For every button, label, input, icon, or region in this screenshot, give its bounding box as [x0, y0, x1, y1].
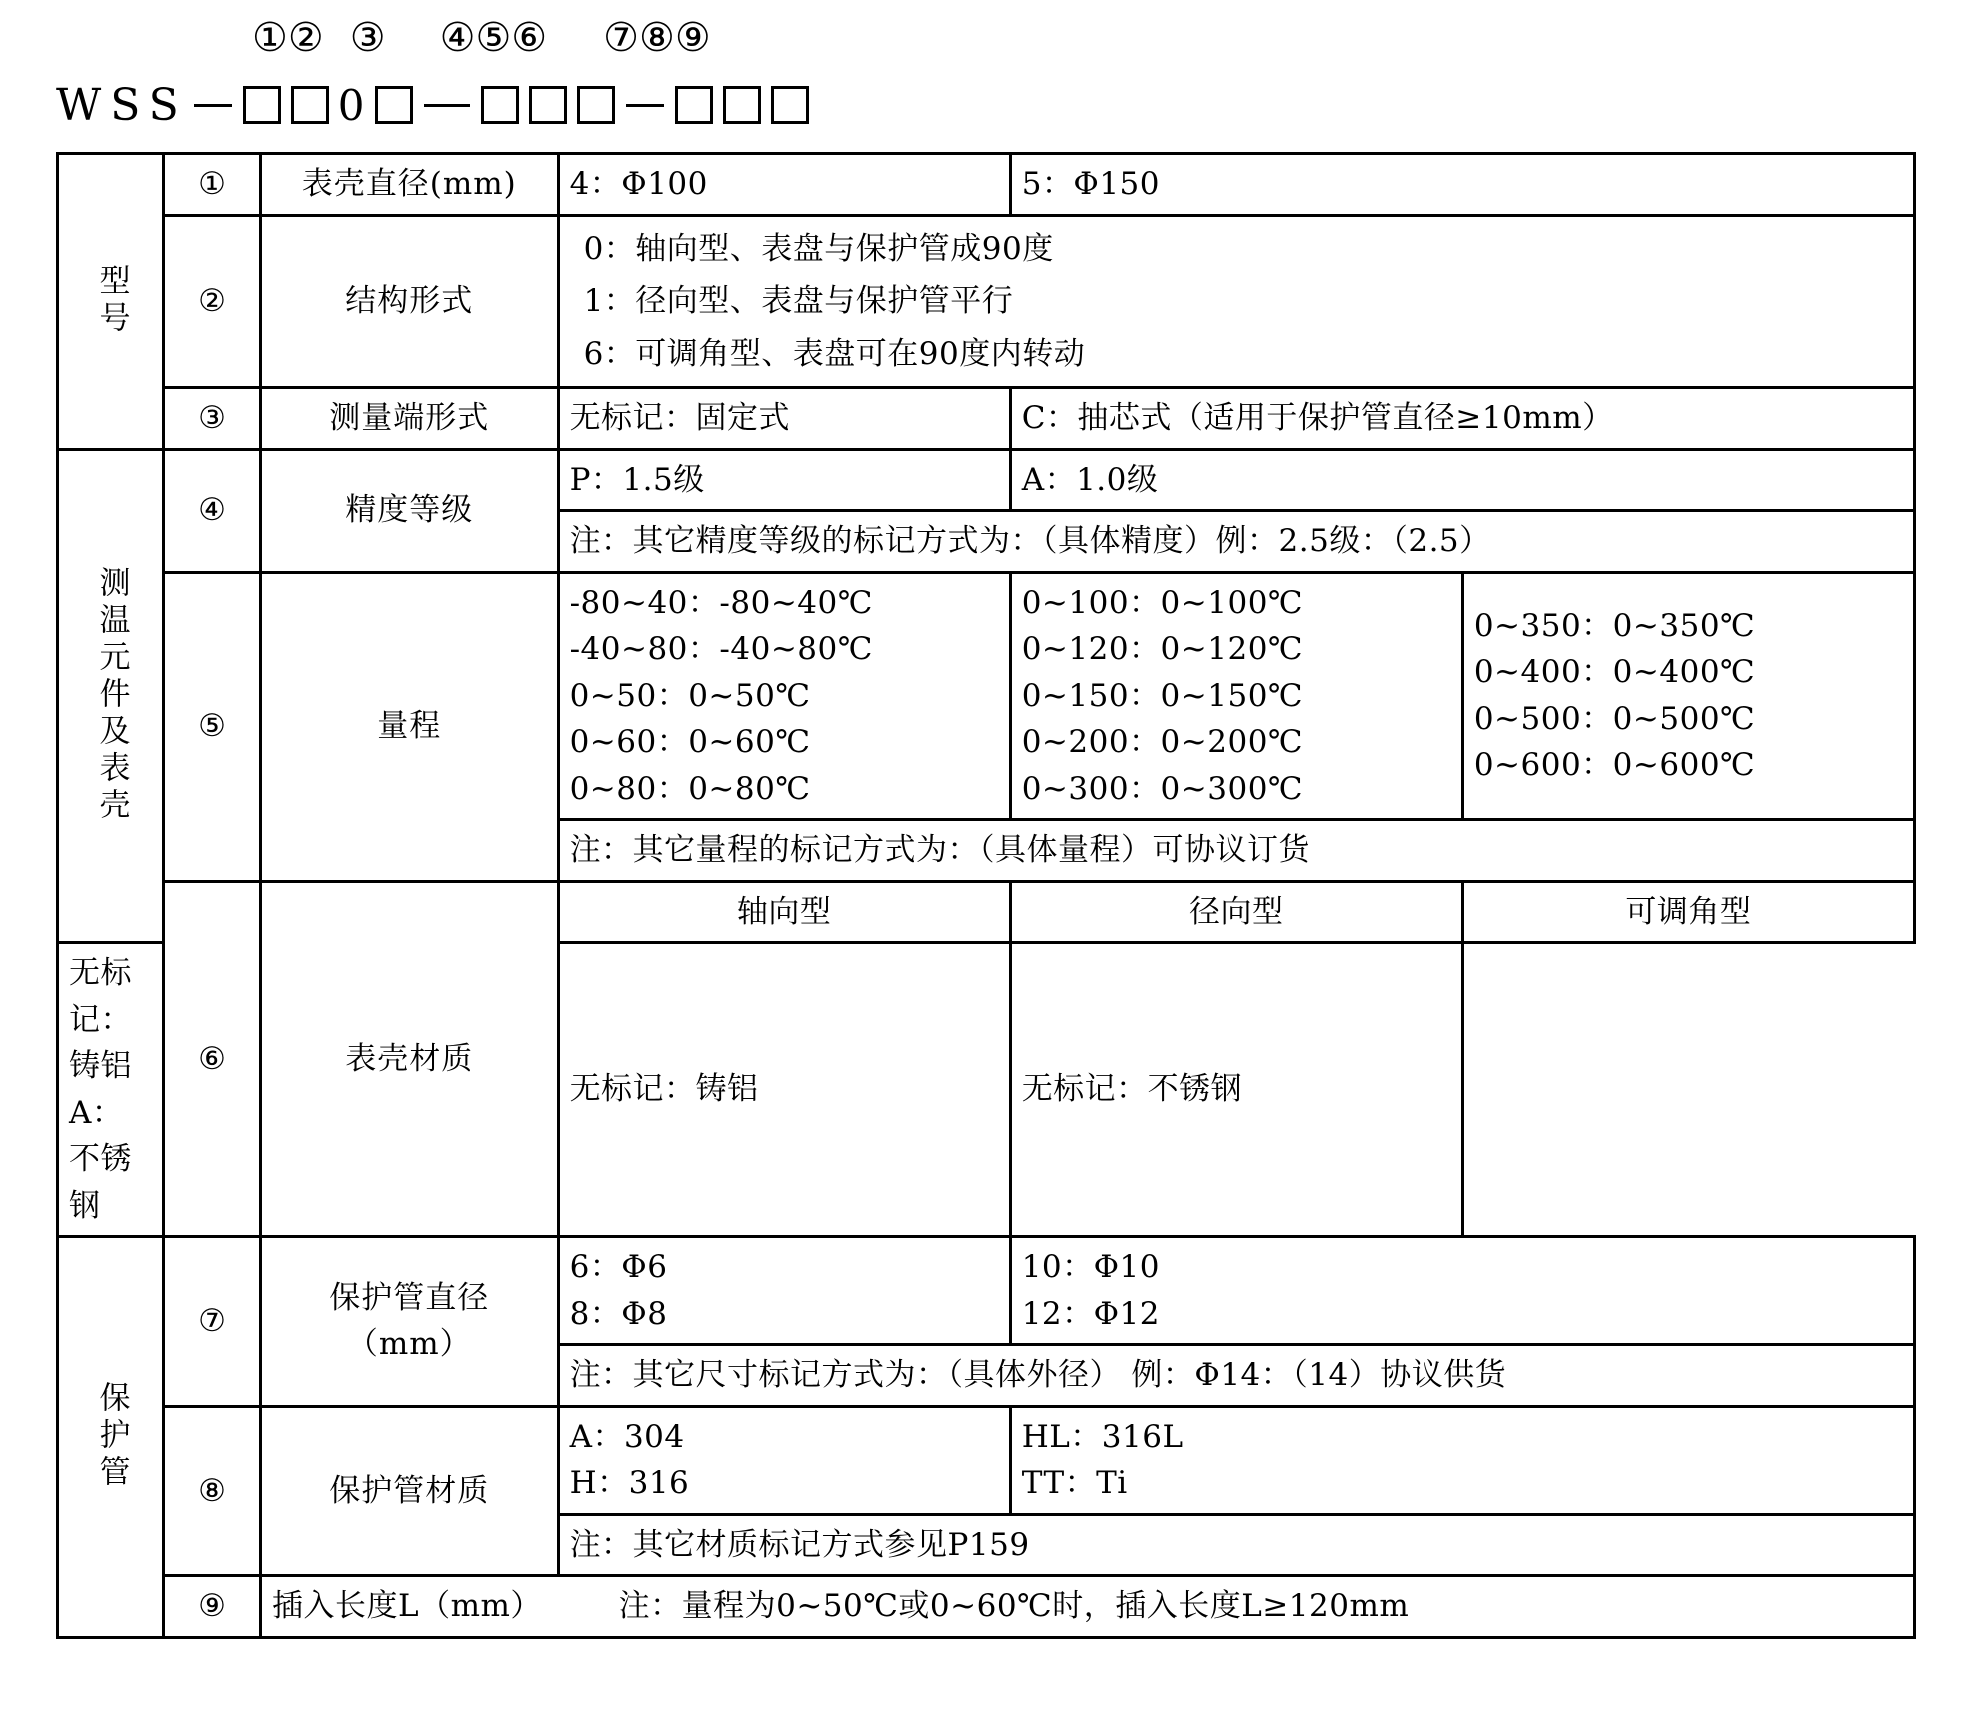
row-name-case-diameter: 表壳直径(mm): [260, 154, 558, 216]
tube-material-note: 注：其它材质标记方式参见P159: [558, 1514, 1914, 1576]
circled-number-row: [56, 10, 1056, 66]
tube-material-column-1: [558, 1406, 1010, 1514]
row-name-range: 量程: [260, 572, 558, 881]
accuracy-option-a: A：1.0级: [1010, 449, 1914, 511]
range-item: 0~60：0~60℃: [569, 724, 811, 760]
case-material-column-radial: [558, 943, 1010, 1237]
tube-diameter-column-2: [1010, 1237, 1914, 1345]
range-item: 0~100：0~100℃: [1021, 584, 1304, 621]
code-box-3: [375, 86, 413, 124]
code-dash-2: [424, 104, 470, 107]
circled-number-7: ⑦: [603, 15, 640, 61]
row-number-7: ⑦: [164, 1237, 261, 1407]
group-label-sensor-case: 测温元件及表壳: [58, 449, 164, 943]
range-column-1: [558, 572, 1010, 820]
case-material-header-axial: 轴向型: [558, 881, 1010, 943]
row-name-tube-material: 保护管材质: [260, 1406, 558, 1576]
row-name-accuracy-class: 精度等级: [260, 449, 558, 572]
case-material-column-adjustable: [1010, 943, 1462, 1237]
range-item: 0~600：0~600℃: [1473, 747, 1756, 784]
case-material-item: A：不锈钢: [69, 1094, 132, 1224]
code-box-9: [771, 86, 809, 124]
range-item: -40~80：-40~80℃: [569, 631, 873, 667]
range-note: 注：其它量程的标记方式为：（具体量程）可协议订货: [558, 820, 1914, 882]
circled-number-9: ⑨: [674, 15, 711, 61]
group-label-model: 型号: [58, 154, 164, 450]
case-material-item: 无标记：铸铝: [69, 955, 132, 1084]
code-box-8: [723, 86, 761, 124]
row-number-2: ②: [164, 215, 261, 388]
row-number-5: ⑤: [164, 572, 261, 881]
row-name-measuring-end: 测量端形式: [260, 388, 558, 450]
structure-option-6: 6：可调角型、表盘可在90度内转动: [583, 335, 1086, 372]
range-column-2: [1010, 572, 1462, 820]
circled-number-1: ①: [252, 15, 288, 61]
circled-number-2: ②: [287, 15, 324, 61]
row-number-9: ⑨: [164, 1576, 261, 1638]
case-diameter-option-1: 4：Φ100: [558, 154, 1010, 216]
model-prefix: WSS: [56, 79, 188, 131]
specification-table: [56, 152, 1916, 1639]
table-row: [58, 388, 1915, 450]
tube-diameter-item: 6：Φ6: [569, 1249, 668, 1285]
table-row: [58, 215, 1915, 388]
insertion-length-note: 注：量程为0~50℃或0~60℃时，插入长度L≥120mm: [618, 1588, 1410, 1624]
table-row: [58, 881, 1915, 943]
tube-material-item: HL：316L: [1021, 1418, 1184, 1455]
circled-number-3: ③: [349, 15, 386, 61]
range-item: 0~350：0~350℃: [1473, 607, 1756, 644]
insertion-length-label: 插入长度L（mm）: [271, 1588, 542, 1624]
row-number-1: ①: [164, 154, 261, 216]
table-row: [58, 154, 1915, 216]
code-dash-1: [194, 104, 232, 107]
tube-material-item: H：316: [569, 1465, 690, 1501]
measuring-end-option-2: C：抽芯式（适用于保护管直径≥10mm）: [1010, 388, 1914, 450]
row-name-tube-diameter: [260, 1237, 558, 1407]
row-number-6: ⑥: [164, 881, 261, 1237]
structure-option-0: 0：轴向型、表盘与保护管成90度: [583, 230, 1054, 267]
measuring-end-option-1: 无标记：固定式: [558, 388, 1010, 450]
circled-number-8: ⑧: [639, 15, 675, 61]
tube-diameter-item: 10：Φ10: [1021, 1249, 1160, 1285]
case-material-header-adjustable: 可调角型: [1462, 881, 1914, 943]
model-code-key: [56, 10, 1056, 140]
accuracy-note: 注：其它精度等级的标记方式为：（具体精度）例：2.5级：（2.5）: [558, 511, 1914, 573]
tube-diameter-column-1: [558, 1237, 1010, 1345]
circled-number-4: ④: [439, 15, 476, 61]
range-item: 0~50：0~50℃: [569, 677, 811, 714]
circled-number-5: ⑤: [475, 15, 512, 61]
case-material-column-axial: [58, 943, 164, 1237]
row-name-case-material: 表壳材质: [260, 881, 558, 1237]
table-row: [58, 449, 1915, 511]
code-dash-3: [626, 104, 664, 107]
range-item: 0~500：0~500℃: [1473, 700, 1756, 737]
accuracy-option-p: P：1.5级: [558, 449, 1010, 511]
case-material-item: 无标记：铸铝: [569, 1071, 759, 1108]
structure-option-1: 1：径向型、表盘与保护管平行: [583, 283, 1014, 319]
code-box-6: [577, 86, 615, 124]
row-name-structure-type: 结构形式: [260, 215, 558, 388]
structure-type-options: [558, 215, 1914, 388]
table-row: [58, 1237, 1915, 1345]
model-code-line: [56, 70, 1056, 140]
code-box-1: [243, 86, 281, 124]
row-number-4: ④: [164, 449, 261, 572]
tube-material-item: TT：Ti: [1021, 1465, 1128, 1501]
range-item: 0~120：0~120℃: [1021, 631, 1304, 667]
row-number-8: ⑧: [164, 1406, 261, 1576]
code-literal-zero: 0: [337, 80, 367, 130]
code-box-4: [481, 86, 519, 124]
code-box-2: [291, 86, 329, 124]
table-row: [58, 1406, 1915, 1514]
range-item: 0~300：0~300℃: [1021, 770, 1304, 807]
tube-diameter-item: 12：Φ12: [1021, 1295, 1160, 1332]
case-material-header-radial: 径向型: [1010, 881, 1462, 943]
tube-diameter-note: 注：其它尺寸标记方式为：（具体外径） 例：Φ14：（14）协议供货: [558, 1345, 1914, 1407]
group-label-protection-tube: 保护管: [58, 1237, 164, 1638]
code-box-7: [675, 86, 713, 124]
range-item: 0~80：0~80℃: [569, 770, 811, 807]
range-item: 0~200：0~200℃: [1021, 724, 1304, 760]
circled-number-6: ⑥: [511, 15, 548, 61]
table-row: [58, 572, 1915, 820]
table-row: [58, 1576, 1915, 1638]
insertion-length-row: [260, 1576, 1914, 1638]
range-item: -80~40：-80~40℃: [569, 584, 873, 621]
case-diameter-option-2: 5：Φ150: [1010, 154, 1914, 216]
tube-diameter-item: 8：Φ8: [569, 1295, 668, 1332]
range-item: 0~150：0~150℃: [1021, 677, 1304, 714]
tube-material-column-2: [1010, 1406, 1914, 1514]
tube-diameter-label: 保护管直径: [329, 1279, 490, 1316]
tube-material-item: A：304: [569, 1418, 685, 1455]
row-number-3: ③: [164, 388, 261, 450]
code-box-5: [529, 86, 567, 124]
tube-diameter-unit: （mm）: [346, 1326, 472, 1363]
range-item: 0~400：0~400℃: [1473, 654, 1756, 691]
range-column-3: [1462, 572, 1914, 820]
case-material-item: 无标记：不锈钢: [1021, 1071, 1243, 1108]
